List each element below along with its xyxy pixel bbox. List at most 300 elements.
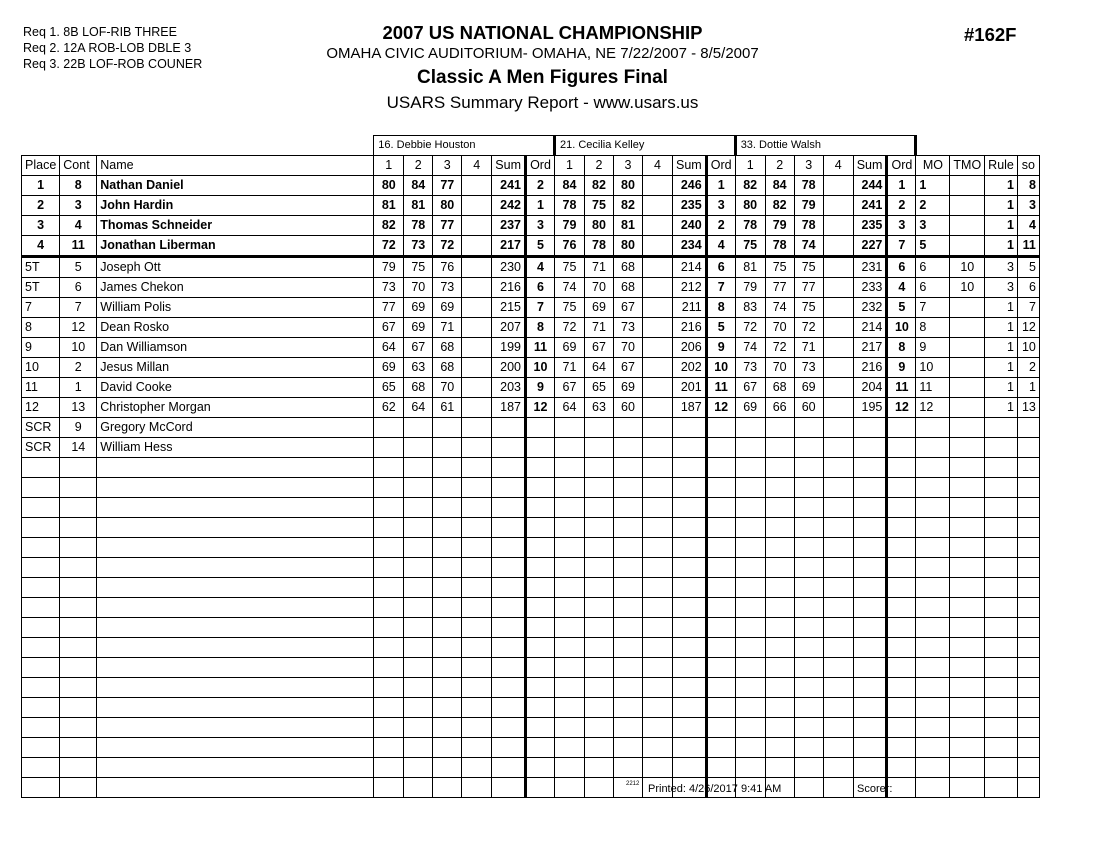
- score-cell: [462, 298, 492, 318]
- so-cell: 3: [1017, 196, 1039, 216]
- score-cell: [433, 498, 462, 518]
- name-cell: [97, 458, 374, 478]
- score-cell: [613, 598, 642, 618]
- ordinal-cell: [706, 478, 735, 498]
- name-cell: Christopher Morgan: [97, 398, 374, 418]
- ordinal-cell: [706, 458, 735, 478]
- score-cell: 72: [765, 338, 794, 358]
- score-cell: [554, 678, 584, 698]
- requirements-list: [23, 24, 202, 72]
- column-header: Name: [97, 156, 374, 176]
- score-cell: 67: [735, 378, 765, 398]
- ordinal-cell: [887, 658, 916, 678]
- score-cell: 67: [613, 298, 642, 318]
- ordinal-cell: [706, 558, 735, 578]
- score-cell: [642, 358, 672, 378]
- ordinal-cell: 1: [525, 196, 554, 216]
- name-cell: William Polis: [97, 298, 374, 318]
- score-cell: 67: [404, 338, 433, 358]
- score-cell: 78: [765, 236, 794, 257]
- empty-row: [22, 618, 1040, 638]
- score-cell: [462, 458, 492, 478]
- score-cell: [823, 618, 853, 638]
- mo-cell: [916, 698, 950, 718]
- ordinal-cell: [525, 558, 554, 578]
- skater-row: [22, 358, 1040, 378]
- score-cell: 78: [404, 216, 433, 236]
- results-table: [21, 135, 1040, 798]
- column-header: Sum: [492, 156, 526, 176]
- ordinal-cell: [887, 558, 916, 578]
- contestant-cell: [60, 758, 97, 778]
- name-cell: Dan Williamson: [97, 338, 374, 358]
- score-cell: 77: [433, 176, 462, 196]
- score-cell: [404, 658, 433, 678]
- sum-cell: 211: [672, 298, 706, 318]
- score-cell: [433, 698, 462, 718]
- judge-name-2: 21. Cecilia Kelley: [554, 136, 735, 156]
- sum-cell: [492, 638, 526, 658]
- score-cell: 79: [794, 196, 823, 216]
- score-cell: [794, 458, 823, 478]
- score-cell: [404, 498, 433, 518]
- mo-cell: [916, 738, 950, 758]
- score-cell: [823, 216, 853, 236]
- score-cell: [765, 478, 794, 498]
- score-cell: [823, 378, 853, 398]
- ordinal-cell: 4: [525, 257, 554, 278]
- rule-cell: [985, 718, 1018, 738]
- score-cell: [794, 738, 823, 758]
- ordinal-cell: [887, 438, 916, 458]
- score-cell: [823, 738, 853, 758]
- sum-cell: [672, 438, 706, 458]
- score-cell: [642, 498, 672, 518]
- venue-dates: OMAHA CIVIC AUDITORIUM- OMAHA, NE 7/22/2007 - 8/5/2007: [326, 45, 759, 62]
- requirement-1: Req 1. 8B LOF-RIB THREE: [23, 25, 177, 39]
- score-cell: 74: [794, 236, 823, 257]
- ordinal-cell: [887, 618, 916, 638]
- score-cell: 81: [374, 196, 404, 216]
- ordinal-cell: 10: [887, 318, 916, 338]
- mo-cell: 2: [916, 196, 950, 216]
- sum-cell: [672, 578, 706, 598]
- so-cell: 10: [1017, 338, 1039, 358]
- empty-row: [22, 718, 1040, 738]
- contestant-cell: 9: [60, 418, 97, 438]
- sum-cell: [492, 418, 526, 438]
- empty-row: [22, 758, 1040, 778]
- score-cell: [794, 558, 823, 578]
- score-cell: 79: [735, 278, 765, 298]
- score-cell: [823, 578, 853, 598]
- ordinal-cell: 10: [525, 358, 554, 378]
- score-cell: [374, 598, 404, 618]
- ordinal-cell: 9: [525, 378, 554, 398]
- so-cell: [1017, 458, 1039, 478]
- judge-name-3: 33. Dottie Walsh: [735, 136, 916, 156]
- score-cell: [794, 618, 823, 638]
- score-cell: [613, 558, 642, 578]
- score-cell: [433, 638, 462, 658]
- so-cell: [1017, 678, 1039, 698]
- ordinal-cell: [525, 458, 554, 478]
- rule-cell: [985, 478, 1018, 498]
- score-cell: [823, 458, 853, 478]
- report-name: USARS Summary Report - www.usars.us: [386, 93, 699, 112]
- so-cell: 7: [1017, 298, 1039, 318]
- place-cell: 2: [22, 196, 60, 216]
- sum-cell: 241: [853, 196, 887, 216]
- tmo-cell: [950, 176, 985, 196]
- score-cell: [823, 418, 853, 438]
- ordinal-cell: [525, 538, 554, 558]
- score-cell: [374, 758, 404, 778]
- score-cell: [554, 758, 584, 778]
- ordinal-cell: [706, 758, 735, 778]
- score-cell: [613, 698, 642, 718]
- score-cell: 78: [794, 176, 823, 196]
- score-cell: [765, 558, 794, 578]
- sum-cell: 230: [492, 257, 526, 278]
- score-cell: [794, 638, 823, 658]
- score-cell: [642, 518, 672, 538]
- sum-cell: [672, 598, 706, 618]
- place-cell: [22, 738, 60, 758]
- score-cell: [735, 538, 765, 558]
- contestant-cell: 12: [60, 318, 97, 338]
- ordinal-cell: 11: [706, 378, 735, 398]
- so-cell: [1017, 558, 1039, 578]
- tmo-cell: [950, 378, 985, 398]
- column-header: MO: [916, 156, 950, 176]
- sum-cell: [672, 718, 706, 738]
- ordinal-cell: [525, 738, 554, 758]
- mo-cell: 12: [916, 398, 950, 418]
- score-cell: [765, 538, 794, 558]
- tmo-cell: [950, 618, 985, 638]
- score-cell: [642, 278, 672, 298]
- skater-row: [22, 418, 1040, 438]
- score-cell: [374, 578, 404, 598]
- tmo-cell: [950, 298, 985, 318]
- score-cell: 70: [404, 278, 433, 298]
- ordinal-cell: 5: [887, 298, 916, 318]
- ordinal-cell: [887, 638, 916, 658]
- score-cell: 71: [433, 318, 462, 338]
- ordinal-cell: [887, 498, 916, 518]
- score-cell: [823, 478, 853, 498]
- mo-cell: 9: [916, 338, 950, 358]
- skater-row: [22, 378, 1040, 398]
- score-cell: [462, 698, 492, 718]
- score-cell: 67: [554, 378, 584, 398]
- tmo-cell: [950, 216, 985, 236]
- ordinal-cell: [706, 658, 735, 678]
- column-header: so: [1017, 156, 1039, 176]
- score-cell: [735, 758, 765, 778]
- score-cell: [554, 698, 584, 718]
- tmo-cell: [950, 578, 985, 598]
- so-cell: [1017, 498, 1039, 518]
- score-cell: [554, 778, 584, 798]
- tmo-cell: [950, 458, 985, 478]
- mo-cell: [916, 418, 950, 438]
- mo-cell: [916, 558, 950, 578]
- score-cell: 75: [794, 298, 823, 318]
- score-cell: [404, 558, 433, 578]
- contestant-cell: 1: [60, 378, 97, 398]
- sum-cell: 203: [492, 378, 526, 398]
- mo-cell: [916, 718, 950, 738]
- score-cell: 65: [374, 378, 404, 398]
- ordinal-cell: 3: [706, 196, 735, 216]
- score-cell: 69: [374, 358, 404, 378]
- ordinal-cell: [706, 638, 735, 658]
- score-cell: [404, 478, 433, 498]
- score-cell: [823, 538, 853, 558]
- sum-cell: 206: [672, 338, 706, 358]
- score-cell: [823, 298, 853, 318]
- score-cell: [462, 236, 492, 257]
- empty-row: [22, 638, 1040, 658]
- score-cell: 73: [374, 278, 404, 298]
- contestant-cell: 4: [60, 216, 97, 236]
- ordinal-cell: [887, 598, 916, 618]
- score-cell: [554, 618, 584, 638]
- tmo-cell: 10: [950, 278, 985, 298]
- ordinal-cell: [887, 458, 916, 478]
- skater-row: [22, 438, 1040, 458]
- score-cell: [462, 196, 492, 216]
- score-cell: [554, 638, 584, 658]
- so-cell: [1017, 758, 1039, 778]
- score-cell: [765, 718, 794, 738]
- score-cell: [823, 176, 853, 196]
- sum-cell: 215: [492, 298, 526, 318]
- place-cell: [22, 558, 60, 578]
- rule-cell: [985, 538, 1018, 558]
- score-cell: [613, 418, 642, 438]
- score-cell: [462, 578, 492, 598]
- ordinal-cell: 8: [706, 298, 735, 318]
- column-header: 1: [554, 156, 584, 176]
- sum-cell: [492, 598, 526, 618]
- score-cell: [433, 778, 462, 798]
- score-cell: [765, 698, 794, 718]
- score-cell: 79: [554, 216, 584, 236]
- tmo-cell: [950, 678, 985, 698]
- score-cell: [823, 558, 853, 578]
- score-cell: 68: [613, 257, 642, 278]
- ordinal-cell: 4: [887, 278, 916, 298]
- score-cell: [462, 216, 492, 236]
- contestant-cell: [60, 578, 97, 598]
- score-cell: 82: [374, 216, 404, 236]
- score-cell: 70: [584, 278, 613, 298]
- score-cell: [642, 538, 672, 558]
- so-cell: 11: [1017, 236, 1039, 257]
- score-cell: 69: [554, 338, 584, 358]
- rule-cell: [985, 598, 1018, 618]
- contestant-cell: 3: [60, 196, 97, 216]
- rule-cell: 1: [985, 216, 1018, 236]
- rule-cell: [985, 678, 1018, 698]
- score-cell: 77: [765, 278, 794, 298]
- ordinal-cell: 11: [887, 378, 916, 398]
- column-header: Ord: [887, 156, 916, 176]
- score-cell: [374, 498, 404, 518]
- score-cell: [462, 658, 492, 678]
- rule-cell: [985, 518, 1018, 538]
- score-cell: [823, 236, 853, 257]
- score-cell: [584, 778, 613, 798]
- score-cell: [374, 458, 404, 478]
- score-cell: 68: [765, 378, 794, 398]
- name-cell: [97, 578, 374, 598]
- place-cell: 10: [22, 358, 60, 378]
- score-cell: 67: [613, 358, 642, 378]
- rule-cell: [985, 498, 1018, 518]
- empty-row: [22, 518, 1040, 538]
- mo-cell: [916, 618, 950, 638]
- score-cell: [735, 438, 765, 458]
- score-cell: [794, 718, 823, 738]
- place-cell: [22, 758, 60, 778]
- score-cell: [642, 738, 672, 758]
- score-cell: [642, 718, 672, 738]
- score-cell: [794, 578, 823, 598]
- so-cell: 8: [1017, 176, 1039, 196]
- ordinal-cell: [525, 638, 554, 658]
- score-cell: [433, 718, 462, 738]
- rule-cell: 1: [985, 196, 1018, 216]
- tmo-cell: [950, 538, 985, 558]
- contestant-cell: [60, 518, 97, 538]
- sum-cell: [853, 558, 887, 578]
- column-header: Cont: [60, 156, 97, 176]
- score-cell: [613, 518, 642, 538]
- score-cell: [433, 418, 462, 438]
- score-cell: [794, 438, 823, 458]
- tmo-cell: [950, 418, 985, 438]
- place-cell: 1: [22, 176, 60, 196]
- place-cell: [22, 498, 60, 518]
- score-cell: [794, 418, 823, 438]
- score-cell: [794, 518, 823, 538]
- ordinal-cell: 9: [706, 338, 735, 358]
- empty-row: [22, 738, 1040, 758]
- score-cell: [735, 458, 765, 478]
- score-cell: [374, 738, 404, 758]
- sum-cell: 240: [672, 216, 706, 236]
- place-cell: [22, 638, 60, 658]
- name-cell: Jonathan Liberman: [97, 236, 374, 257]
- place-cell: [22, 458, 60, 478]
- ordinal-cell: [887, 538, 916, 558]
- ordinal-cell: 9: [887, 358, 916, 378]
- ordinal-cell: 11: [525, 338, 554, 358]
- rule-cell: [985, 638, 1018, 658]
- score-cell: [642, 478, 672, 498]
- score-cell: [433, 618, 462, 638]
- score-cell: [765, 598, 794, 618]
- place-cell: 5T: [22, 278, 60, 298]
- score-cell: [642, 338, 672, 358]
- so-cell: [1017, 638, 1039, 658]
- score-cell: 68: [433, 338, 462, 358]
- score-cell: [554, 498, 584, 518]
- score-cell: [794, 758, 823, 778]
- rule-cell: [985, 698, 1018, 718]
- score-cell: 72: [794, 318, 823, 338]
- mo-cell: 10: [916, 358, 950, 378]
- score-cell: [584, 438, 613, 458]
- contestant-cell: [60, 698, 97, 718]
- ordinal-cell: [887, 678, 916, 698]
- score-cell: [404, 418, 433, 438]
- contestant-cell: [60, 618, 97, 638]
- ordinal-cell: 7: [525, 298, 554, 318]
- score-cell: [735, 658, 765, 678]
- score-cell: [642, 698, 672, 718]
- score-cell: [554, 718, 584, 738]
- rule-cell: [985, 438, 1018, 458]
- score-cell: 84: [404, 176, 433, 196]
- ordinal-cell: [706, 738, 735, 758]
- score-cell: [462, 398, 492, 418]
- sum-cell: 246: [672, 176, 706, 196]
- column-header: 3: [613, 156, 642, 176]
- ordinal-cell: [887, 758, 916, 778]
- tmo-cell: [950, 598, 985, 618]
- score-cell: [374, 718, 404, 738]
- ordinal-cell: 7: [706, 278, 735, 298]
- score-cell: [554, 518, 584, 538]
- score-cell: 79: [374, 257, 404, 278]
- mo-cell: 11: [916, 378, 950, 398]
- so-cell: [1017, 718, 1039, 738]
- name-cell: Dean Rosko: [97, 318, 374, 338]
- score-cell: [554, 418, 584, 438]
- skater-row: [22, 196, 1040, 216]
- score-cell: [374, 518, 404, 538]
- blank-cell: [22, 136, 374, 156]
- sum-cell: 235: [672, 196, 706, 216]
- score-cell: 64: [404, 398, 433, 418]
- name-cell: [97, 638, 374, 658]
- sum-cell: [672, 618, 706, 638]
- ordinal-cell: 8: [525, 318, 554, 338]
- sum-cell: 217: [492, 236, 526, 257]
- sum-cell: 231: [853, 257, 887, 278]
- place-cell: [22, 578, 60, 598]
- column-header: 3: [433, 156, 462, 176]
- sum-cell: 241: [492, 176, 526, 196]
- tmo-cell: [950, 438, 985, 458]
- sum-cell: [672, 498, 706, 518]
- score-cell: [735, 638, 765, 658]
- so-cell: 2: [1017, 358, 1039, 378]
- score-cell: 82: [584, 176, 613, 196]
- ordinal-cell: [525, 658, 554, 678]
- ordinal-cell: [706, 518, 735, 538]
- score-cell: 62: [374, 398, 404, 418]
- sum-cell: [492, 578, 526, 598]
- ordinal-cell: [525, 698, 554, 718]
- score-cell: [613, 718, 642, 738]
- score-cell: [823, 638, 853, 658]
